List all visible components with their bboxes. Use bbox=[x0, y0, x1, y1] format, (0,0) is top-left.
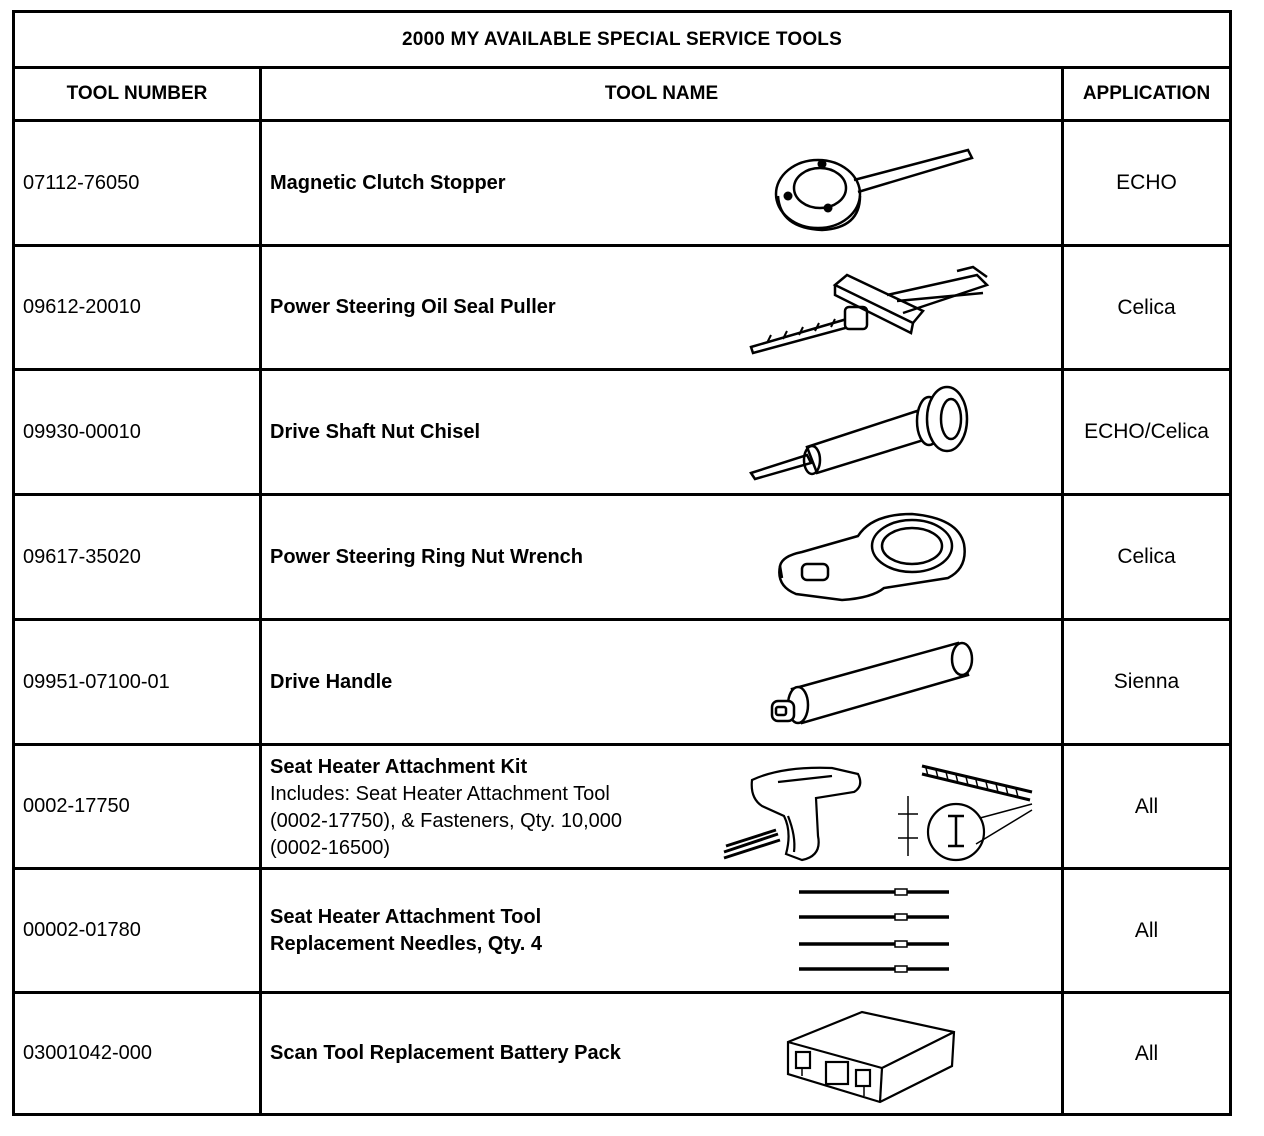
tool-application: ECHO bbox=[1116, 171, 1177, 194]
tool-detail-line-1: Includes: Seat Heater Attachment Tool bbox=[270, 783, 610, 805]
table-title: 2000 MY AVAILABLE SPECIAL SERVICE TOOLS bbox=[15, 13, 1229, 69]
tool-name: Power Steering Oil Seal Puller bbox=[270, 296, 556, 318]
tool-application: All bbox=[1134, 918, 1159, 942]
table-row bbox=[15, 746, 1229, 870]
oil-seal-puller-icon bbox=[747, 263, 997, 355]
table-row bbox=[15, 994, 1229, 1113]
tool-name: Drive Shaft Nut Chisel bbox=[270, 420, 481, 443]
magnetic-clutch-stopper-icon bbox=[762, 136, 982, 236]
tool-name-cell bbox=[262, 496, 1064, 618]
tool-number: 07112-76050 bbox=[15, 122, 262, 244]
needles-icon bbox=[797, 886, 957, 976]
tool-application: Celica bbox=[1117, 295, 1176, 319]
header-tool-name: TOOL NAME bbox=[262, 69, 1064, 119]
tool-number: 0002-17750 bbox=[15, 746, 262, 867]
tool-application: All bbox=[1134, 794, 1159, 818]
tool-number: 03001042-000 bbox=[15, 994, 262, 1113]
tool-name-cell bbox=[262, 870, 1064, 991]
tool-name-cell bbox=[262, 371, 1064, 493]
table-row bbox=[15, 247, 1229, 371]
tool-number: 00002-01780 bbox=[15, 870, 262, 991]
tools-table bbox=[12, 10, 1232, 1116]
tool-name: Power Steering Ring Nut Wrench bbox=[270, 545, 583, 568]
tool-number: 09612-20010 bbox=[15, 247, 262, 368]
tool-detail-line-2: (0002-17750), & Fasteners, Qty. 10,000 bbox=[270, 810, 623, 832]
tool-name-cell bbox=[262, 746, 1064, 867]
table-row bbox=[15, 122, 1229, 247]
tool-number: 09930-00010 bbox=[15, 371, 262, 493]
tool-name: Scan Tool Replacement Battery Pack bbox=[270, 1042, 621, 1064]
tool-name-line-2: Replacement Needles, Qty. 4 bbox=[270, 932, 542, 955]
tool-application: Celica bbox=[1117, 545, 1176, 568]
tool-name-cell bbox=[262, 122, 1064, 244]
tool-number: 09951-07100-01 bbox=[15, 621, 262, 743]
tool-name: Seat Heater Attachment Tool bbox=[270, 905, 542, 928]
tool-application: Sienna bbox=[1113, 670, 1180, 693]
tool-application: All bbox=[1134, 1041, 1159, 1065]
tool-name: Drive Handle bbox=[270, 670, 393, 693]
tool-detail-line-3: (0002-16500) bbox=[270, 837, 391, 859]
drive-handle-icon bbox=[762, 633, 982, 733]
ring-nut-wrench-icon bbox=[772, 506, 972, 606]
header-row bbox=[15, 69, 1229, 122]
attachment-gun-icon bbox=[722, 752, 1042, 866]
chisel-icon bbox=[747, 381, 977, 481]
tool-name-cell bbox=[262, 994, 1064, 1113]
tool-name: Magnetic Clutch Stopper bbox=[270, 171, 506, 194]
tool-name-cell bbox=[262, 247, 1064, 368]
table-row bbox=[15, 870, 1229, 994]
tool-application: ECHO/Celica bbox=[1084, 420, 1209, 443]
table-row bbox=[15, 371, 1229, 496]
battery-pack-icon bbox=[782, 1004, 962, 1108]
header-tool-number: TOOL NUMBER bbox=[15, 69, 262, 119]
header-application: APPLICATION bbox=[1082, 83, 1211, 104]
table-row bbox=[15, 621, 1229, 746]
tool-name: Seat Heater Attachment Kit bbox=[270, 756, 528, 778]
tool-number: 09617-35020 bbox=[15, 496, 262, 618]
table-row bbox=[15, 496, 1229, 621]
tool-name-cell bbox=[262, 621, 1064, 743]
